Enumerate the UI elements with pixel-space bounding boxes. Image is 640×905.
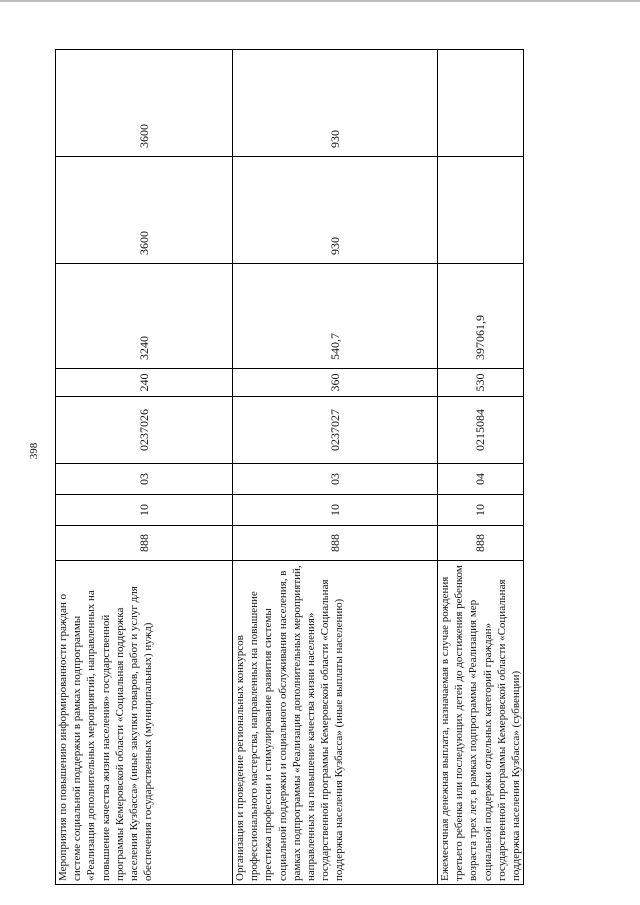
- row-description: Мероприятия по повышению информированности граждан о системе социальной поддержки в рамках подпрограммы «Реализация дополнительных мероприятий, направленных на повышение качества жизни населения» государственной программы Кемеровской области «Социальная поддержка населения Кузбасса» (иные закупки товаров, работ и услуг для обеспечения государственных (муниципальных) нужд): [56, 561, 233, 885]
- table-row: [438, 50, 524, 885]
- expense-type-code: 530: [438, 369, 524, 397]
- rotated-table-container: [55, 50, 523, 885]
- amount-2: 930: [233, 157, 438, 264]
- ministry-code: 888: [438, 526, 524, 561]
- section-code: 10: [233, 495, 438, 526]
- expense-type-code: 240: [56, 369, 233, 397]
- amount-1: 3240: [56, 264, 233, 369]
- amount-3: [438, 50, 524, 157]
- table-row: [233, 50, 438, 885]
- amount-3: 930: [233, 50, 438, 157]
- budget-table: [55, 49, 524, 885]
- expense-type-code: 360: [233, 369, 438, 397]
- amount-2: 3600: [56, 157, 233, 264]
- table-row: [56, 50, 233, 885]
- target-article-code: 0237027: [233, 397, 438, 464]
- target-article-code: 0215084: [438, 397, 524, 464]
- amount-1: 397061,9: [438, 264, 524, 369]
- amount-1: 540,7: [233, 264, 438, 369]
- subsection-code: 03: [56, 464, 233, 495]
- page-number: 398: [28, 442, 40, 460]
- section-code: 10: [438, 495, 524, 526]
- amount-3: 3600: [56, 50, 233, 157]
- ministry-code: 888: [56, 526, 233, 561]
- subsection-code: 03: [233, 464, 438, 495]
- target-article-code: 0237026: [56, 397, 233, 464]
- ministry-code: 888: [233, 526, 438, 561]
- row-description: Ежемесячная денежная выплата, назначаемая в случае рождения третьего ребенка или последующих детей до достижения ребенком возраста трех лет, в рамках подпрограммы «Реализация мер социальной поддержки отдельных категорий граждан» государственной программы Кемеровской области «Социальная поддержка населения Кузбасса» (субвенции): [438, 561, 524, 885]
- amount-2: [438, 157, 524, 264]
- subsection-code: 04: [438, 464, 524, 495]
- row-description: Организация и проведение региональных конкурсов профессионального мастерства, направленных на повышение престижа профессии и стимулирование развития системы социальной поддержки и социального обслуживания населения, в рамках подпрограммы «Реализация дополнительных мероприятий, направленных на повышение качества жизни населения» государственной программы Кемеровской области «Социальная поддержка населения Кузбасса» (иные выплаты населению): [233, 561, 438, 885]
- section-code: 10: [56, 495, 233, 526]
- top-rule: [0, 0, 640, 2]
